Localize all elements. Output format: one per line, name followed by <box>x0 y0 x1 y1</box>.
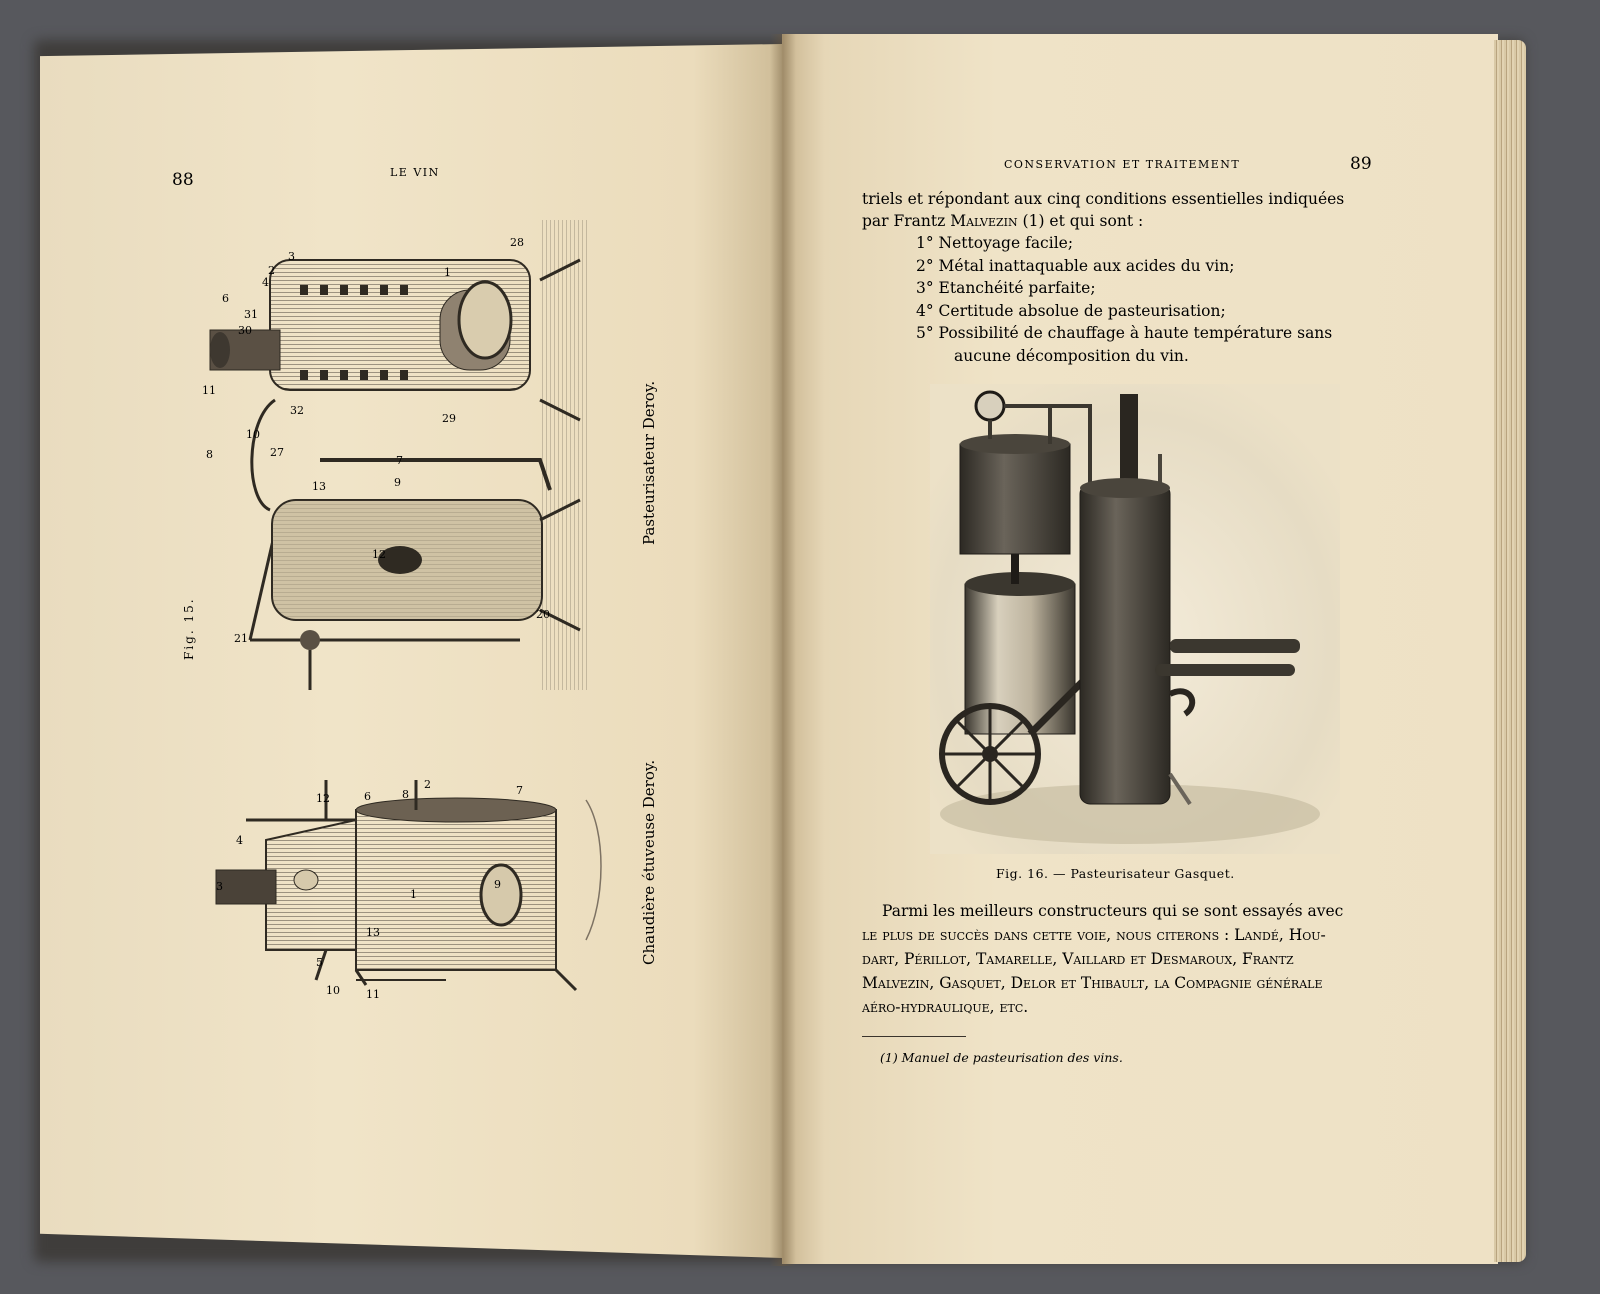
paragraph-line: Parmi les meilleurs constructeurs qui se sont essayés avec <box>882 902 1344 920</box>
condition-item-continued: aucune décomposition du vin. <box>954 346 1189 365</box>
figure-15-number: Fig. 15. <box>182 597 196 660</box>
condition-item: 2° Métal inattaquable aux acides du vin; <box>916 256 1235 275</box>
figure-15-callout: 20 <box>536 608 550 621</box>
figure-15-callout: 9 <box>394 476 401 489</box>
figure-15-callout: 6 <box>222 292 229 305</box>
figure-15-callout: 12 <box>372 548 386 561</box>
book-gutter <box>770 34 796 1266</box>
author-name: Malvezin <box>950 212 1018 230</box>
intro-line-2: par Frantz Malvezin (1) et qui sont : <box>862 212 1144 230</box>
footnote-rule <box>862 1036 966 1037</box>
right-running-head: CONSERVATION ET TRAITEMENT <box>1004 158 1241 171</box>
figure-15-callout: 3 <box>288 250 295 263</box>
figure-boiler-callout: 5 <box>316 956 323 969</box>
figure-boiler-callout: 2 <box>424 778 431 791</box>
figure-15-callout: 11 <box>202 384 216 397</box>
figure-15-callout: 21 <box>234 632 248 645</box>
footnote: (1) Manuel de pasteurisation des vins. <box>880 1050 1123 1065</box>
page-edges <box>1494 40 1526 1262</box>
figure-boiler-callout: 4 <box>236 834 243 847</box>
figure-15-caption: Pasteurisateur Deroy. <box>640 380 658 545</box>
figure-boiler-callout: 1 <box>410 888 417 901</box>
left-running-head: LE VIN <box>390 166 440 179</box>
figure-15-callout: 2 <box>268 264 275 277</box>
figure-15-callout: 28 <box>510 236 524 249</box>
figure-15-callout: 8 <box>206 448 213 461</box>
figure-15-callout: 10 <box>246 428 260 441</box>
figure-15-callout: 13 <box>312 480 326 493</box>
figure-16-caption: Fig. 16. — Pasteurisateur Gasquet. <box>996 866 1235 881</box>
figure-boiler-caption: Chaudière étuveuse Deroy. <box>640 759 658 965</box>
condition-item: 3° Etanchéité parfaite; <box>916 279 1096 297</box>
figure-boiler-callout: 9 <box>494 878 501 891</box>
figure-15-callout: 27 <box>270 446 284 459</box>
conditions-list <box>916 232 1332 367</box>
figure-boiler-callout: 6 <box>364 790 371 803</box>
condition-item: 1° Nettoyage facile; <box>916 234 1074 252</box>
paragraph-line: aéro-hydraulique, etc. <box>862 998 1029 1016</box>
condition-item: 4° Certitude absolue de pasteurisation; <box>916 301 1226 320</box>
figure-15-callout: 4 <box>262 276 269 289</box>
figure-16-pasteurisateur-gasquet-photo <box>930 384 1340 854</box>
intro-line-1: triels et répondant aux cinq conditions essentielles indiquées <box>862 190 1345 208</box>
figure-15-callout: 32 <box>290 404 304 417</box>
figure-15-callout: 7 <box>396 454 403 467</box>
paragraph-line: dart, Périllot, Tamarelle, Vaillard et Desmaroux, Frantz <box>862 950 1294 968</box>
left-page-number: 88 <box>172 170 194 190</box>
figure-boiler-callout: 13 <box>366 926 380 939</box>
figure-boiler-callout: 7 <box>516 784 523 797</box>
figure-boiler-callout: 10 <box>326 984 340 997</box>
figure-boiler-callout: 8 <box>402 788 409 801</box>
figure-15-callout: 31 <box>244 308 258 321</box>
figure-boiler-callout: 3 <box>216 880 223 893</box>
condition-item: 5° Possibilité de chauffage à haute température sans <box>916 324 1333 342</box>
figure-15-callout: 30 <box>238 324 252 337</box>
figure-15-pasteurisateur-deroy <box>190 220 620 700</box>
paragraph-line: le plus de succès dans cette voie, nous citerons : Landé, Hou- <box>862 926 1326 944</box>
right-page-number: 89 <box>1350 154 1372 174</box>
figure-boiler-callout: 11 <box>366 988 380 1001</box>
figure-15-callout: 29 <box>442 412 456 425</box>
figure-boiler-callout: 12 <box>316 792 330 805</box>
figure-15-callout: 1 <box>444 266 451 279</box>
paragraph-line: Malvezin, Gasquet, Delor et Thibault, la Compagnie générale <box>862 974 1323 992</box>
